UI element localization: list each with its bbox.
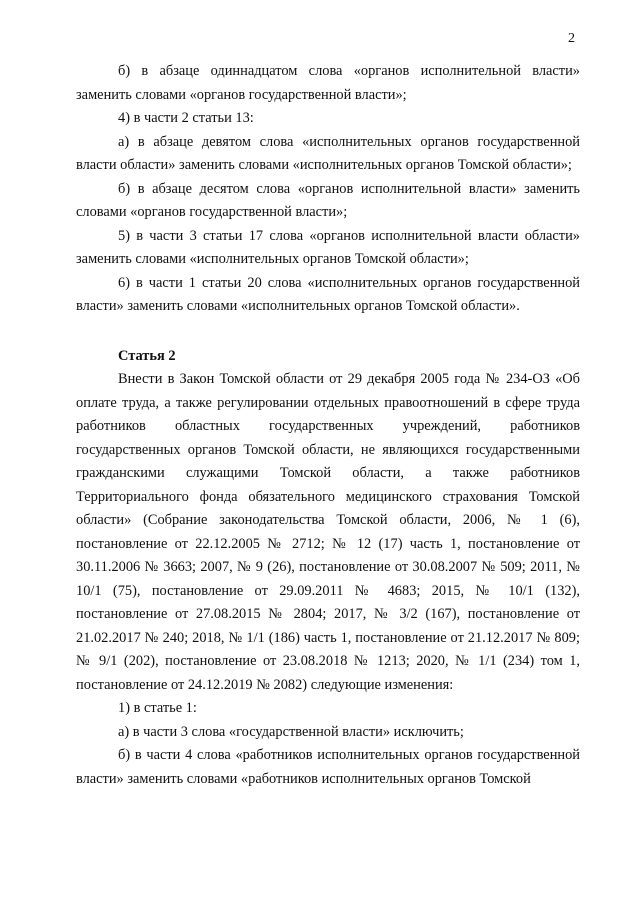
paragraph-item-b-11: б) в абзаце одиннадцатом слова «органов исполнительной власти» заменить словами «органов государственной власти»;: [76, 63, 580, 103]
page-number: 2: [568, 31, 575, 46]
paragraph-item-5: 5) в части 3 статьи 17 слова «органов исполнительной власти области» заменить словами «исполнительных органов Томской области»;: [76, 227, 580, 267]
paragraph-item-b-10: б) в абзаце десятом слова «органов исполнительной власти» заменить словами «органов государственной власти»;: [76, 180, 580, 220]
document-body: [76, 60, 580, 791]
article-body: Внести в Закон Томской области от 29 декабря 2005 года № 234-ОЗ «Об оплате труда, а также регулировании отдельных правоотношений в сфере труда работников областных государственных учреждений, работников государственных органов Томской области, не являющихся государственными гражданскими служащими Томской области, а также работников Территориального фонда обязательного медицинского страхования Томской области» (Собрание законодательства Томской области, 2006, № 1 (6), постановление от 22.12.2005 № 2712; № 12 (17) часть 1, постановление от 30.11.2006 № 3663; 2007, № 9 (26), постановление от 30.08.2007 № 509; 2011, № 10/1 (75), постановление от 29.09.2011 № 4683; 2015, № 10/1 (132), постановление от 27.08.2015 № 2804; 2017, № 3/2 (167), постановление от 21.02.2017 № 240; 2018, № 1/1 (186) часть 1, постановление от 21.12.2017 № 809; № 9/1 (202), постановление от 23.08.2018 № 1213; 2020, № 1/1 (234) том 1, постановление от 24.12.2019 № 2082) следующие изменения:: [76, 371, 580, 693]
paragraph-item-b-part-4: б) в части 4 слова «работников исполнительных органов государственной власти» заменить словами «работников исполнительных органов Томской: [76, 747, 580, 787]
paragraph-item-a-part-3: а) в части 3 слова «государственной власти» исключить;: [118, 723, 464, 740]
paragraph-item-1: 1) в статье 1:: [118, 700, 197, 716]
spacer: [76, 319, 580, 345]
paragraph-item-4: 4) в части 2 статьи 13:: [118, 110, 254, 126]
paragraph-item-6: 6) в части 1 статьи 20 слова «исполнительных органов государственной власти» заменить словами «исполнительных органов Томской области».: [76, 274, 580, 314]
paragraph-item-a-9: а) в абзаце девятом слова «исполнительных органов государственной власти области» заменить словами «исполнительных органов Томской области»;: [76, 133, 580, 173]
article-title: Статья 2: [118, 347, 176, 364]
